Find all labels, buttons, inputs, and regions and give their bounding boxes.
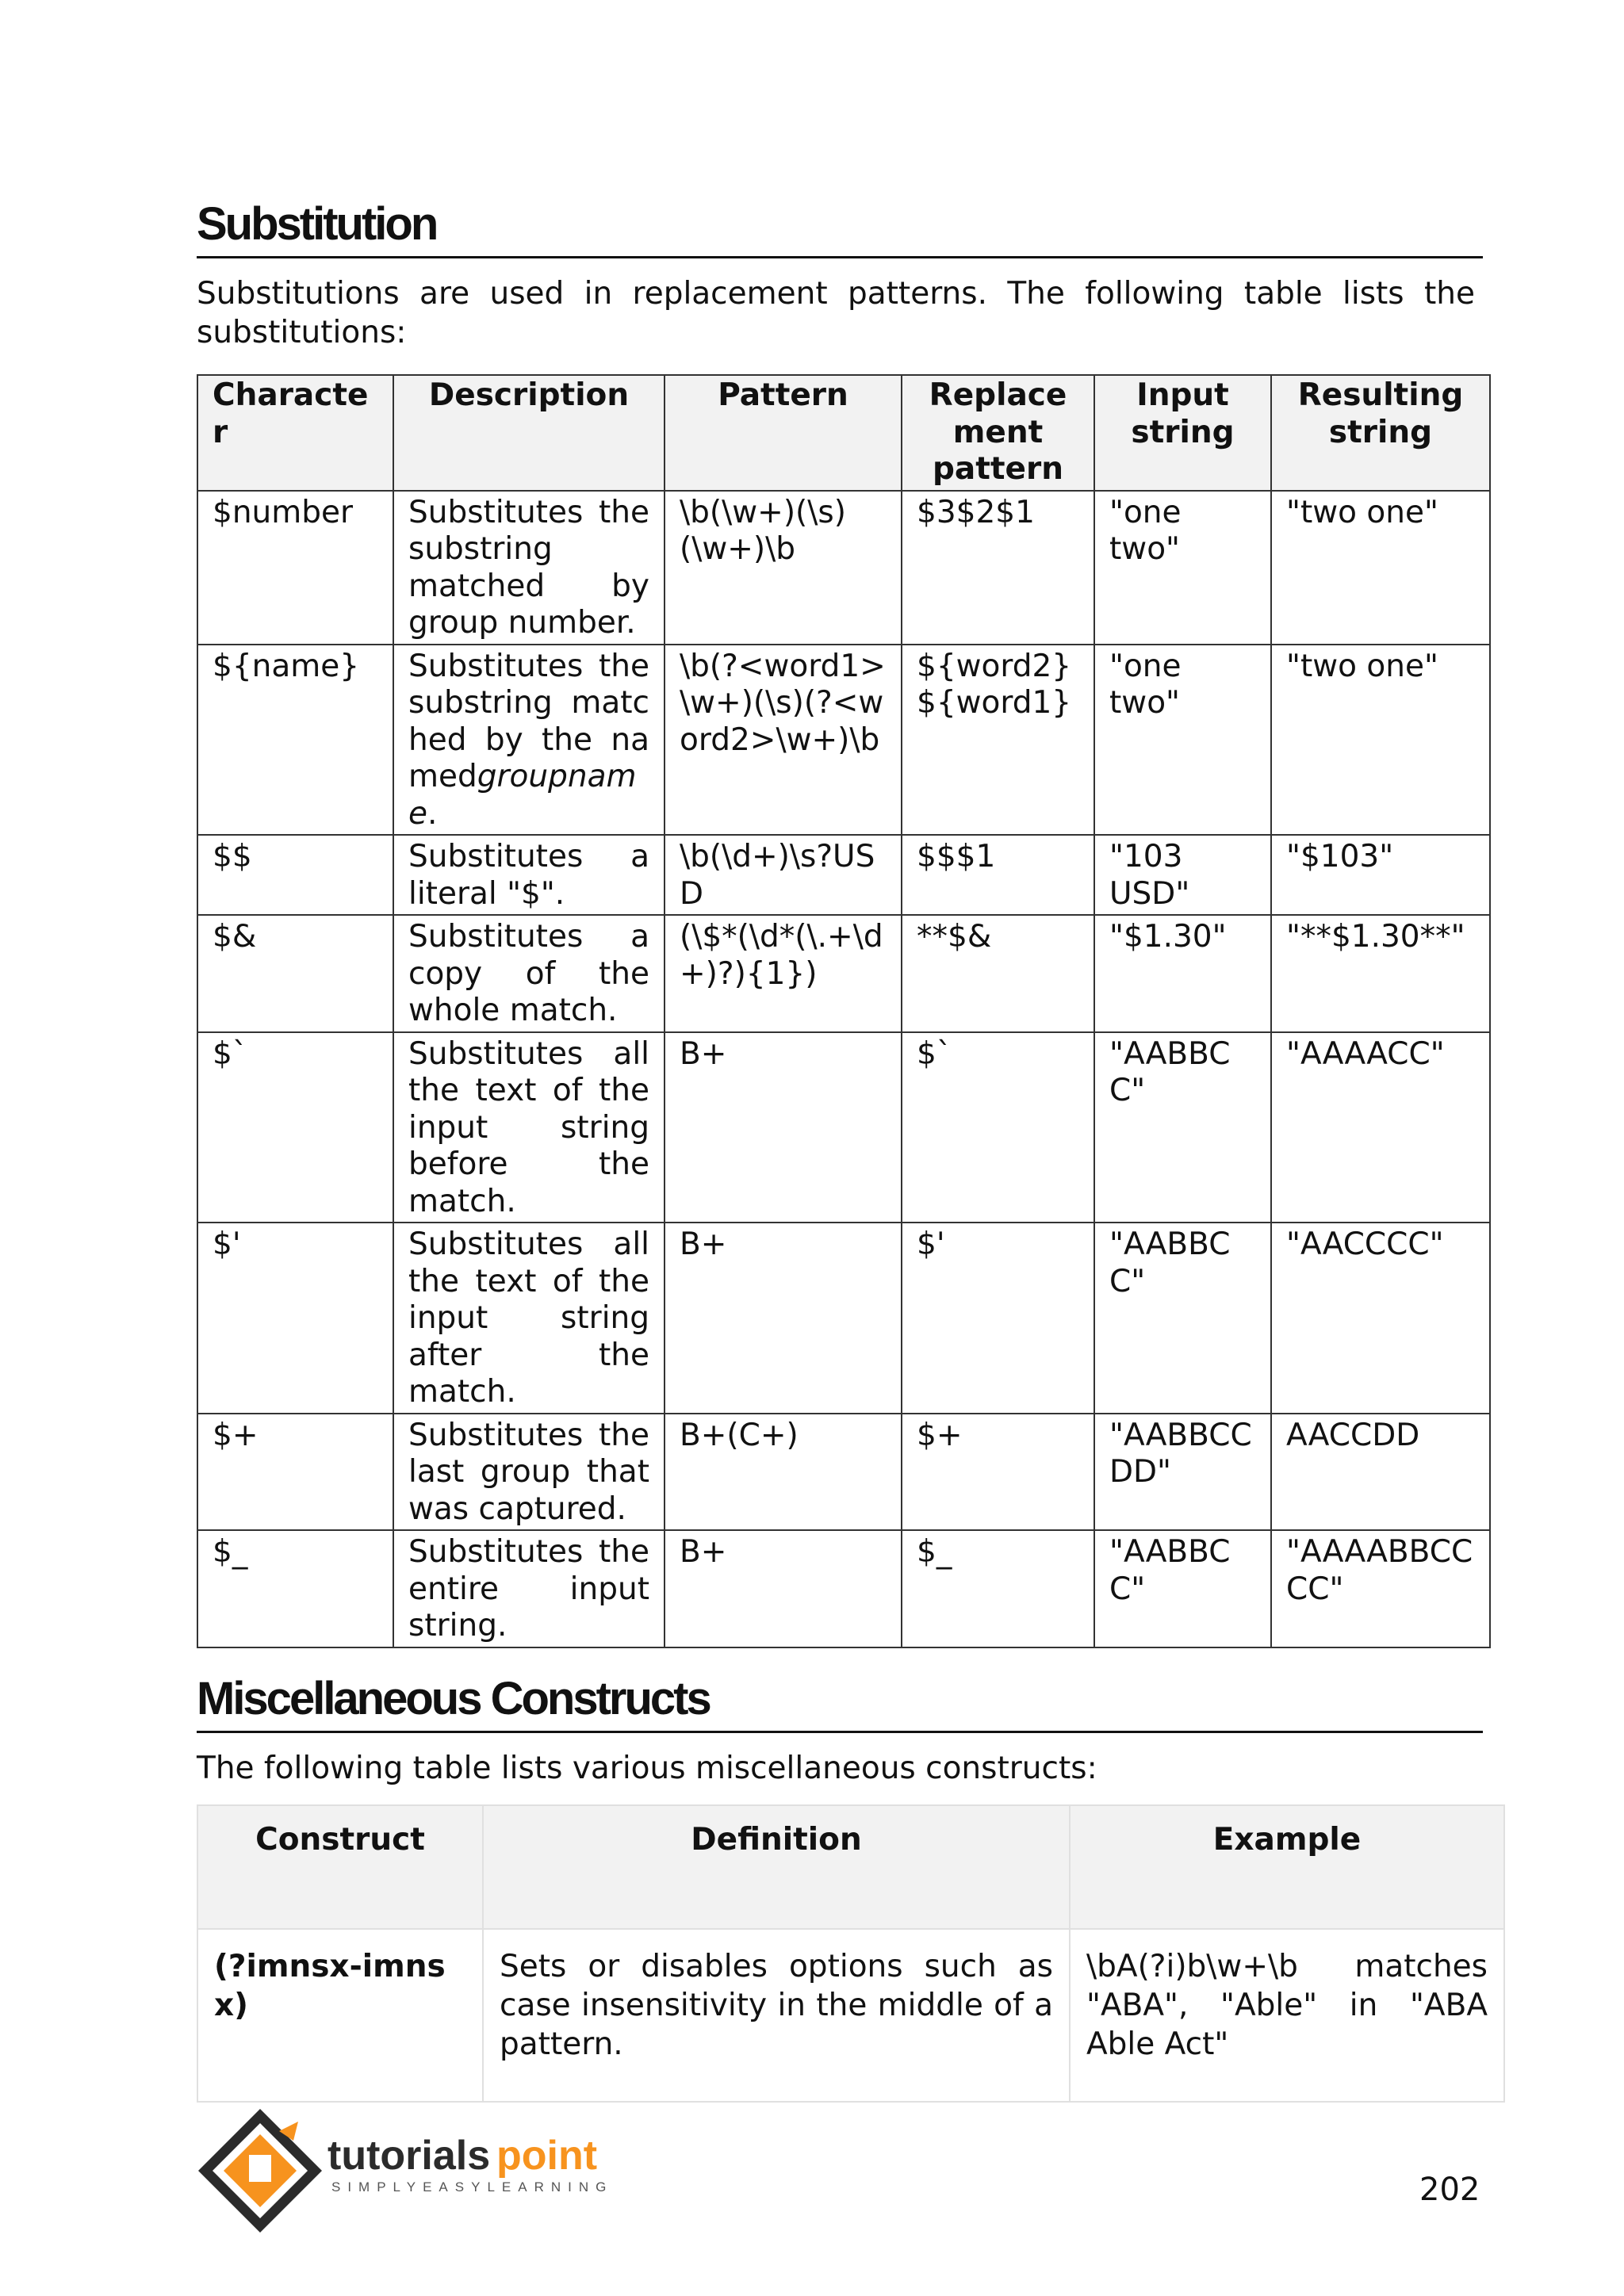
- cell-pattern: B+: [665, 1032, 902, 1223]
- cell-input: "AABBCCDD": [1094, 1414, 1271, 1531]
- cell-replacement: $_: [902, 1530, 1094, 1647]
- cell-character: $number: [197, 491, 393, 645]
- header-definition: Definition: [483, 1805, 1070, 1929]
- cell-result: AACCDD: [1271, 1414, 1490, 1531]
- cell-description: [393, 645, 665, 836]
- cell-pattern: B+(C+): [665, 1414, 902, 1531]
- table-header-row: [197, 1805, 1504, 1929]
- table-row: [197, 835, 1490, 915]
- cell-character: $&: [197, 915, 393, 1032]
- header-description: Description: [393, 375, 665, 491]
- cell-description: Substitutes the substring matched by group number.: [393, 491, 665, 645]
- cell-pattern: B+: [665, 1223, 902, 1414]
- cell-description: Substitutes the last group that was captured.: [393, 1414, 665, 1531]
- table-row: [197, 645, 1490, 836]
- table-row: [197, 915, 1490, 1032]
- header-resulting-string: Resulting string: [1271, 375, 1490, 491]
- logo-tagline: SIMPLYEASYLEARNING: [331, 2179, 614, 2195]
- header-replacement-pattern: Replace ment pattern: [902, 375, 1094, 491]
- table-row: [197, 1223, 1490, 1414]
- tutorialspoint-logo: [197, 2099, 641, 2242]
- header-pattern: Pattern: [665, 375, 902, 491]
- cell-pattern: (\$*(\d*(\.+\d+)?){1}): [665, 915, 902, 1032]
- cell-character: ${name}: [197, 645, 393, 836]
- table-row: [197, 491, 1490, 645]
- logo-diamond-icon: [198, 2109, 322, 2233]
- cell-pattern: \b(?<word1>\w+)(\s)(?<word2>\w+)\b: [665, 645, 902, 836]
- cell-input: "one two": [1094, 645, 1271, 836]
- section-divider: [197, 1731, 1483, 1733]
- cell-replacement: **$&: [902, 915, 1094, 1032]
- cell-replacement: $': [902, 1223, 1094, 1414]
- cell-result: "AAAABBCCCC": [1271, 1530, 1490, 1647]
- page-number: 202: [1419, 2172, 1480, 2208]
- table-row: [197, 1032, 1490, 1223]
- table-row: [197, 1414, 1490, 1531]
- cell-input: "103 USD": [1094, 835, 1271, 915]
- cell-character: $`: [197, 1032, 393, 1223]
- cell-description: Substitutes a copy of the whole match.: [393, 915, 665, 1032]
- cell-character: $$: [197, 835, 393, 915]
- section-divider: [197, 256, 1483, 258]
- header-example: Example: [1070, 1805, 1504, 1929]
- cell-input: "AABBCC": [1094, 1032, 1271, 1223]
- logo-text-tutorials: tutorials: [327, 2133, 491, 2179]
- cell-input: "AABBCC": [1094, 1223, 1271, 1414]
- cell-construct: (?imnsx-imnsx): [197, 1929, 483, 2102]
- cell-result: "two one": [1271, 645, 1490, 836]
- header-character: Character: [197, 375, 393, 491]
- cell-pattern: B+: [665, 1530, 902, 1647]
- header-construct: Construct: [197, 1805, 483, 1929]
- substitution-intro: Substitutions are used in replacement patterns. The following table lists the substitutions:: [197, 276, 1475, 350]
- cell-result: "AAAACC": [1271, 1032, 1490, 1223]
- section-title-substitution: Substitution: [197, 198, 437, 250]
- table-row: [197, 1530, 1490, 1647]
- cell-character: $': [197, 1223, 393, 1414]
- cell-description: Substitutes all the text of the input string after the match.: [393, 1223, 665, 1414]
- cell-replacement: $3$2$1: [902, 491, 1094, 645]
- cell-input: "$1.30": [1094, 915, 1271, 1032]
- description-text: .: [427, 795, 438, 832]
- misc-intro: The following table lists various miscellaneous constructs:: [197, 1751, 1097, 1786]
- substitution-table: [197, 374, 1491, 1648]
- cell-definition: Sets or disables options such as case insensitivity in the middle of a pattern.: [483, 1929, 1070, 2102]
- cell-result: "two one": [1271, 491, 1490, 645]
- cell-input: "AABBCC": [1094, 1530, 1271, 1647]
- cell-pattern: \b(\w+)(\s)(\w+)\b: [665, 491, 902, 645]
- cell-example: \bA(?i)b\w+\b matches "ABA", "Able" in "ABA Able Act": [1070, 1929, 1504, 2102]
- table-row: [197, 1929, 1504, 2102]
- section-title-misc: Miscellaneous Constructs: [197, 1673, 710, 1724]
- description-emphasis: groupname: [408, 759, 637, 832]
- cell-character: $+: [197, 1414, 393, 1531]
- cell-input: "one two": [1094, 491, 1271, 645]
- cell-result: "$103": [1271, 835, 1490, 915]
- cell-result: "**$1.30**": [1271, 915, 1490, 1032]
- cell-replacement: $+: [902, 1414, 1094, 1531]
- cell-character: $_: [197, 1530, 393, 1647]
- cell-result: "AACCCC": [1271, 1223, 1490, 1414]
- table-header-row: [197, 375, 1490, 491]
- misc-table: [197, 1804, 1505, 2103]
- header-input-string: Input string: [1094, 375, 1271, 491]
- cell-replacement: $`: [902, 1032, 1094, 1223]
- logo-text-point: point: [496, 2133, 598, 2179]
- cell-pattern: \b(\d+)\s?USD: [665, 835, 902, 915]
- cell-description: Substitutes the entire input string.: [393, 1530, 665, 1647]
- cell-description: Substitutes a literal "$".: [393, 835, 665, 915]
- cell-replacement: $$$1: [902, 835, 1094, 915]
- description-text: Substitutes the substring matched by the named: [408, 648, 649, 794]
- cell-description: Substitutes all the text of the input string before the match.: [393, 1032, 665, 1223]
- cell-replacement: ${word2} ${word1}: [902, 645, 1094, 836]
